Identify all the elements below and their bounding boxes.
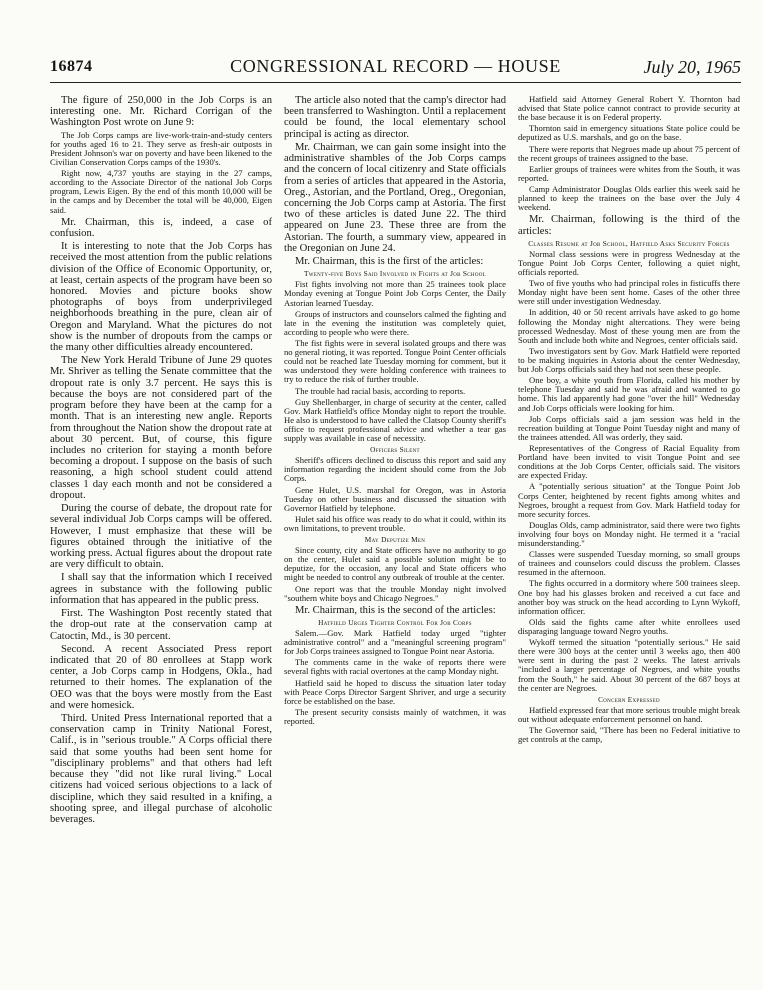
text-columns — [50, 95, 740, 975]
paragraph: Second. A recent Associated Press report indicated that 20 of 80 enrollees at Stapp work center, a Job Corps camp in Hodgens, Okla., had returned to their homes. The explanation of the OEO was that the boys were mostly from the East and were homesick. — [50, 643, 272, 711]
paragraph: The New York Herald Tribune of June 29 quotes Mr. Shriver as telling the Senate committee that the dropout rate is only 3.7 percent. He says this is because the boys are not considered part of the program before they have been at the camp for a month. That is an interesting new angle. Reports from throughout the Nation show the dropout rate at about 30 percent. But, of course, this figure includes no criterion for staying a month before becoming a dropout. I suppose on the basis of such reasoning, a high school student could attend classes 1 day each month and not be considered a dropout. — [50, 355, 272, 501]
paragraph: Normal class sessions were in progress Wednesday at the Tongue Point Job Corps Center, following a quiet night, officials reported. — [518, 248, 740, 277]
paragraph: First. The Washington Post recently stated that the drop-out rate at the conservation camp at Catoctin, Md., is 30 percent. — [50, 608, 272, 642]
paragraph: It is interesting to note that the Job Corps has received the most attention from the public relations division of the Office of Economic Opportunity, or, at least, certain aspects of the program have been so honored. Movies and picture books show photographs of boys from underprivileged neighborhoods breathing in the pure, clean air of Oregon and Maryland. What the pictures do not show is the number of dropouts from the camps or the many other difficulties already encountered. — [50, 241, 272, 354]
paragraph: The Job Corps camps are live-work-train-and-study centers for youths aged 16 to 21. They serve as fresh-air outposts in President Johnson's war on poverty and have been likened to the Civilian Conservation Corps camps of the 1930's. — [50, 129, 272, 167]
column-2 — [284, 95, 506, 975]
paragraph: Hatfield said he hoped to discuss the situation later today with Peace Corps Director Sargent Shriver, and urge a security force be established on the base. — [284, 677, 506, 706]
paragraph: Groups of instructors and counselors calmed the fighting and late in the evening the institution was completely quiet, according to people who were there. — [284, 308, 506, 337]
paragraph: Fist fights involving not more than 25 trainees took place Monday evening at Tongue Point Job Corps Center, the Daily Astorian learned Tuesday. — [284, 279, 506, 308]
paragraph: The figure of 250,000 in the Job Corps is an interesting one. Mr. Richard Corrigan of the Washington Post wrote on June 9: — [50, 95, 272, 129]
paragraph: The fist fights were in several isolated groups and there was no general rioting, it was reported. Tongue Point Center officials could not be reached late Tuesday morning for comment, but it was understood they were holding conference with trainees to try to reduce the risk of further trouble. — [284, 337, 506, 385]
paragraph: One boy, a white youth from Florida, called his mother by telephone Tuesday and said he was afraid and wanted to go home. This lad apparently had gone "over the hill" Wednesday and Job Corps officials were looking for him. — [518, 375, 740, 413]
paragraph: The comments came in the wake of reports there were several fights with racial overtones at the camp Monday night. — [284, 657, 506, 677]
paragraph: Mr. Chairman, following is the third of the articles: — [518, 214, 740, 237]
paragraph: Two of five youths who had principal roles in fisticuffs there Monday night have been sent home. Cases of the other three were still under investigation Wednesday. — [518, 278, 740, 307]
paragraph: One report was that the trouble Monday night involved "southern white boys and Chicago Negroes." — [284, 583, 506, 603]
paragraph: Olds said the fights came after white enrollees used disparaging language toward Negro youths. — [518, 616, 740, 637]
subheading: Officers Silent — [370, 445, 420, 455]
paragraph: The article also noted that the camp's director had been transferred to Washington. Until a replacement could be found, the local elementary school principal is acting as director. — [284, 95, 506, 140]
paragraph: Hulet said his office was ready to do what it could, within its own limitations, to prevent trouble. — [284, 513, 506, 533]
paragraph: Representatives of the Congress of Racial Equality from Portland have been invited to visit Tongue Point and see conditions at the Job Corps Center, officials said. The visitors are expected Friday. — [518, 442, 740, 481]
paragraph: Third. United Press International reported that a conservation camp in Trinity National Forest, Calif., is in "serious trouble." A Corps official there said that some youths had been sent home for "disciplinary problems" and that others had left because they "did not like rural living." Local citizens had voiced serious objections to a lack of discipline, which they said resulted in a knifing, a shooting spree, and illegal purchase of alcoholic beverages. — [50, 713, 272, 826]
subheading: Concern Expressed — [598, 694, 660, 704]
paragraph: In addition, 40 or 50 recent arrivals have asked to go home following the Monday night altercations. They were being processed Wednesday. Most of these young men are from the South and include both white and Negroes, center officials said. — [518, 307, 740, 345]
paragraph: Job Corps officials said a jam session was held in the recreation building at Tongue Point Tuesday night and many of the trainees attended. All was orderly, they said. — [518, 413, 740, 442]
subheading: Hatfield Urges Tighter Control For Job Corps — [318, 617, 472, 627]
paragraph: Mr. Chairman, this is the first of the articles: — [295, 256, 484, 268]
paragraph: Sheriff's officers declined to discuss this report and said any information regarding the incident should come from the Job Corps. — [284, 455, 506, 484]
paragraph: Hatfield expressed fear that more serious trouble might break out without adequate enforcement personnel on hand. — [518, 704, 740, 724]
page-date: July 20, 1965 — [643, 57, 741, 77]
page-number: 16874 — [50, 58, 93, 75]
subheading: May Deputize Men — [364, 535, 426, 545]
paragraph: Earlier groups of trainees were whites from the South, it was reported. — [518, 163, 740, 183]
paragraph: Mr. Chairman, we can gain some insight into the administrative shambles of the Job Corps camps and the concern of local citizenry and State officials from a series of articles that appeared in the Astoria, Oreg., Astorian, and the Portland, Oreg., Oregonian, concerning the Job Corps camp at Astoria. The first two of these articles is dated June 22. The third appeared on June 23. These three are from the Astorian. The fourth, a summary view, appeared in the Oregonian on June 24. — [284, 141, 506, 254]
paragraph: Wykoff termed the situation "potentially serious." He said there were 300 boys at the center until 3 weeks ago, then 400 were sent in during the past 2 weeks. The latest arrivals "included a larger percentage of Negroes, and white youths from the South," he said. About 30 percent of the 687 boys at the center are Negroes. — [518, 637, 740, 693]
paragraph: The Governor said, "There has been no Federal initiative to get controls at the camp, — [518, 725, 740, 745]
paragraph: The fights occurred in a dormitory where 500 trainees sleep. One boy had his glasses broken and received a cut face and another boy was struck on the head according to Lynn Wykoff, information officer. — [518, 578, 740, 616]
subheading: Classes Resume at Job School, Hatfield Asks Security Forces — [528, 238, 730, 248]
paragraph: Mr. Chairman, this is the second of the articles: — [295, 604, 496, 616]
paragraph: Thornton said in emergency situations State police could be deputized as U.S. marshals, and go on the base. — [518, 123, 740, 143]
paragraph: Classes were suspended Tuesday morning, so small groups of trainees and counselors could discuss the problem. Classes resumed in the afternoon. — [518, 549, 740, 578]
paragraph: Right now, 4,737 youths are staying in the 27 camps, according to the Associate Director of the national Job Corps program, Lewis Eigen. By the end of this month 10,000 will be in the camps and by December the total will be 40,000, Eigen said. — [50, 168, 272, 215]
paragraph: Salem.—Gov. Mark Hatfield today urged "tighter administrative control" and a "meaningful screening program" for Job Corps trainees assigned to Tongue Point near Astoria. — [284, 627, 506, 657]
paragraph: There were reports that Negroes made up about 75 percent of the recent groups of trainees assigned to the base. — [518, 143, 740, 163]
paragraph: Gene Hulet, U.S. marshal for Oregon, was in Astoria Tuesday on other business and discussed the situation with Governor Hatfield by telephone. — [284, 484, 506, 513]
paragraph: Camp Administrator Douglas Olds earlier this week said he planned to keep the trainees on the base over the July 4 weekend. — [518, 183, 740, 213]
paragraph: I shall say that the information which I received agrees in substance with the following public information that has appeared in the public press. — [50, 572, 272, 606]
paragraph: Two investigators sent by Gov. Mark Hatfield were reported to be making inquiries in Astoria about the center Wednesday, but Job Corps officials said they had not seen these people. — [518, 345, 740, 375]
paragraph: Since county, city and State officers have no authority to go on the center, Hulet said a possible solution might be to deputize, for the occasion, any local and State officers who might be needed to control any outbreak of trouble at the center. — [284, 545, 506, 583]
page-title: CONGRESSIONAL RECORD — HOUSE — [230, 56, 561, 76]
paragraph: Douglas Olds, camp administrator, said there were two fights involving four boys on Monday night. He termed it a "racial misunderstanding." — [518, 519, 740, 549]
paragraph: Hatfield said Attorney General Robert Y. Thornton had advised that State police cannot contract to provide security at the base because it is on Federal property. — [518, 95, 740, 123]
paragraph: A "potentially serious situation" at the Tongue Point Job Corps Center, heightened by recent fights among whites and Negroes, brought a request from Gov. Mark Hatfield today for more security forces. — [518, 481, 740, 519]
paragraph: The trouble had racial basis, according to reports. — [295, 385, 466, 396]
paragraph: The present security consists mainly of watchmen, it was reported. — [284, 706, 506, 726]
page-header — [50, 56, 741, 83]
column-3 — [518, 95, 740, 975]
paragraph: Mr. Chairman, this is, indeed, a case of confusion. — [50, 216, 272, 239]
paragraph: During the course of debate, the dropout rate for several individual Job Corps camps will be offered. However, I must emphasize that these will be figures obtained through the initiative of the working press. Actual figures about the dropout rate are very difficult to obtain. — [50, 503, 272, 571]
paragraph: Guy Shellenbarger, in charge of security at the center, called Gov. Mark Hatfield's office Monday night to report the trouble. He also is understood to have called the Clatsop County sheriff's office to request professional advice and whether a tear gas supply was available in case of necessity. — [284, 396, 506, 444]
subheading: Twenty-five Boys Said Involved in Fights at Job School — [303, 269, 487, 279]
column-1 — [50, 95, 272, 975]
